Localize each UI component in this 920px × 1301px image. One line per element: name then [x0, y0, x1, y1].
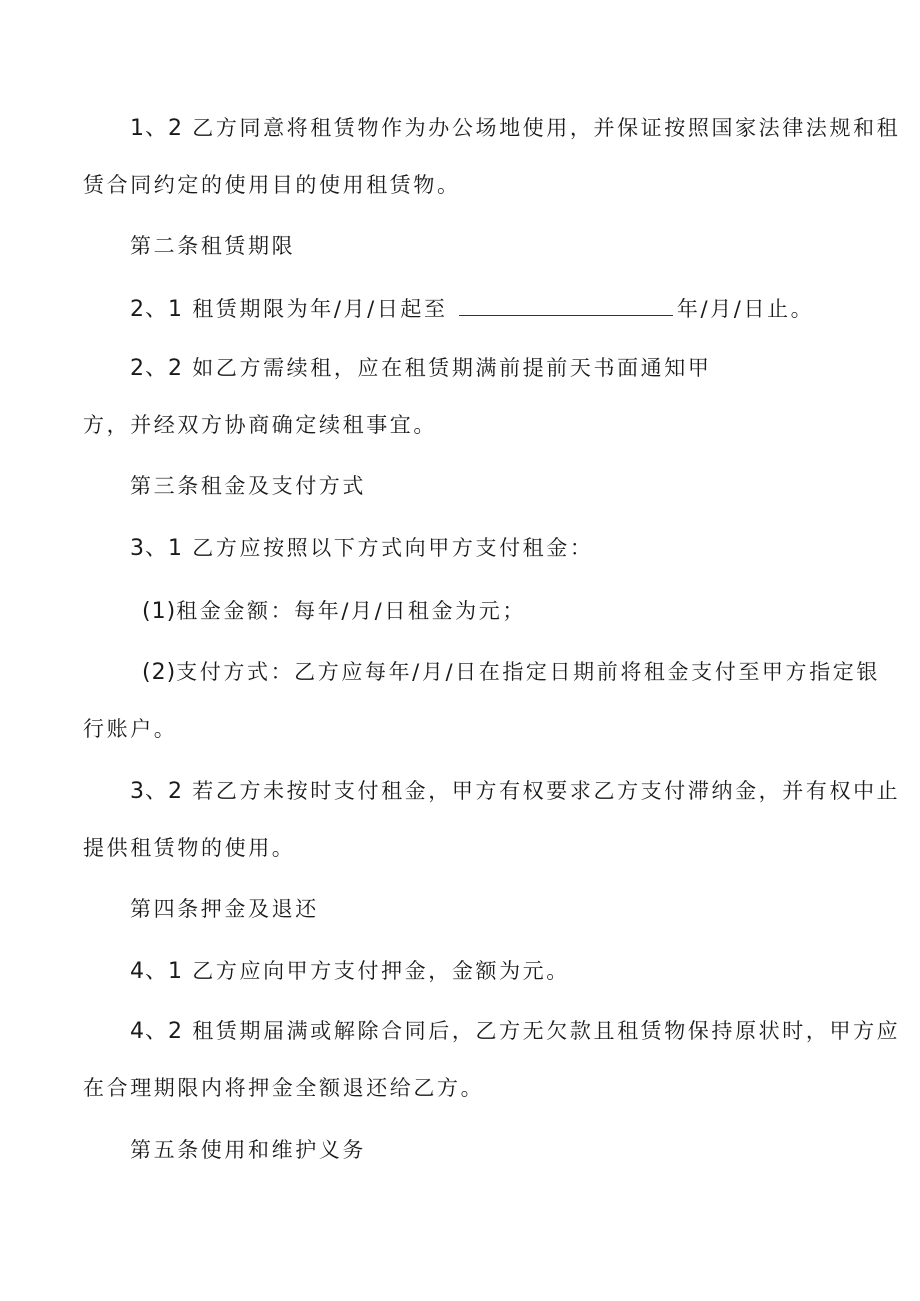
clause-3-1: [130, 533, 593, 564]
section-heading-5: 第五条使用和维护义务: [130, 1138, 366, 1162]
clause-2-1: [130, 293, 814, 325]
clause-number: 2、2: [130, 356, 183, 381]
clause-number: 3、1: [130, 536, 183, 561]
clause-3-2-continuation: 提供租赁物的使用。: [83, 836, 296, 860]
item-text: 租金金额：每年/月/日租金为元；: [176, 599, 526, 623]
fill-in-blank: [459, 293, 673, 316]
clause-3-1-item-2: [142, 657, 880, 688]
clause-text: 租赁期届满或解除合同后，乙方无欠款且租赁物保持原状时，甲方应: [192, 1019, 901, 1043]
clause-number: 4、2: [130, 1019, 183, 1044]
item-text: 支付方式：乙方应每年/月/日在指定日期前将租金支付至甲方指定银: [176, 660, 880, 684]
item-number: (2): [142, 660, 177, 685]
clause-4-2-continuation: 在合理期限内将押金全额退还给乙方。: [83, 1076, 485, 1100]
clause-text: 乙方应向甲方支付押金，金额为元。: [192, 959, 570, 983]
clause-3-1-item-1: [142, 596, 526, 627]
clause-text: 乙方应按照以下方式向甲方支付租金：: [192, 536, 594, 560]
section-heading-2: 第二条租赁期限: [130, 234, 296, 258]
clause-text-after-blank: 年/月/日止。: [676, 297, 815, 321]
clause-number: 2、1: [130, 297, 183, 322]
section-heading-4: 第四条押金及退还: [130, 897, 319, 921]
clause-number: 1、2: [130, 116, 183, 141]
clause-3-1-item-2-continuation: 行账户。: [83, 717, 178, 741]
item-number: (1): [142, 599, 177, 624]
clause-text: 如乙方需续租，应在租赁期满前提前天书面通知甲: [192, 356, 712, 380]
clause-text: 乙方同意将租赁物作为办公场地使用，并保证按照国家法律法规和租: [192, 116, 901, 140]
clause-text: 若乙方未按时支付租金，甲方有权要求乙方支付滞纳金，并有权中止: [192, 779, 901, 803]
clause-4-2: [130, 1016, 900, 1047]
clause-number: 3、2: [130, 779, 183, 804]
clause-number: 4、1: [130, 959, 183, 984]
clause-2-2: [130, 353, 711, 384]
clause-text: 租赁期限为年/月/日起至: [192, 297, 448, 321]
clause-4-1: [130, 956, 570, 987]
clause-2-2-continuation: 方，并经双方协商确定续租事宜。: [83, 413, 437, 437]
clause-3-2: [130, 776, 900, 807]
section-heading-3: 第三条租金及支付方式: [130, 474, 366, 498]
clause-1-2-continuation: 赁合同约定的使用目的使用租赁物。: [83, 173, 461, 197]
clause-1-2: [130, 113, 900, 144]
